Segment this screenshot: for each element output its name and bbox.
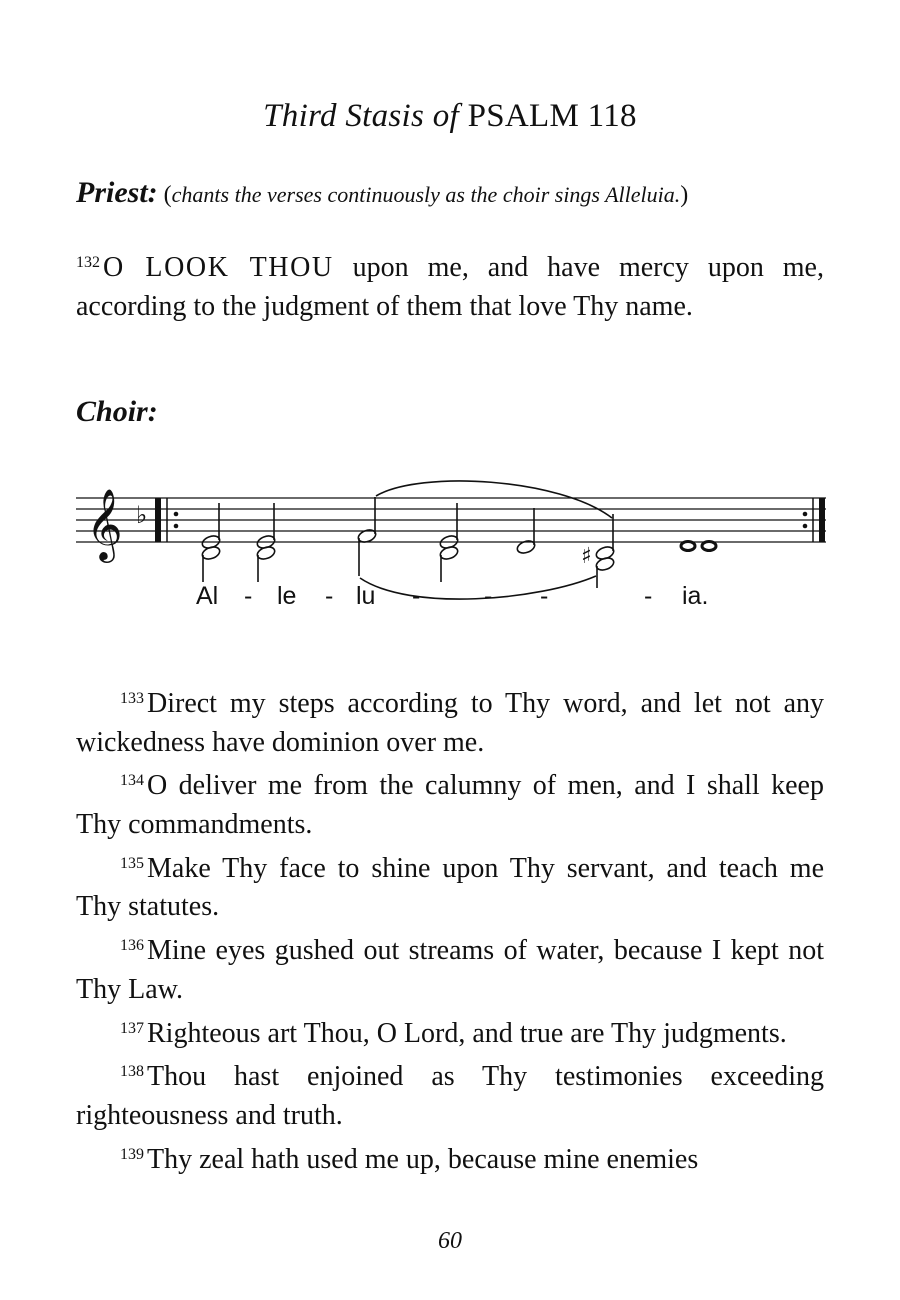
- verse-134: [76, 762, 824, 844]
- svg-text:♯: ♯: [581, 544, 592, 569]
- verse-number: 133: [120, 690, 144, 707]
- lyric-syllable: lu: [356, 582, 376, 610]
- lyrics-line: [0, 582, 900, 618]
- whole-note-chord-icon: [681, 542, 716, 551]
- half-note-chord: [595, 514, 616, 588]
- verse-137: [76, 1010, 824, 1054]
- choir-label: Choir:: [76, 395, 158, 428]
- verse-number: 139: [120, 1145, 144, 1163]
- verse-text: O deliver me from the calumny of men, and I shall keep Thy commandments.: [76, 770, 824, 840]
- lyric-hyphen: -: [644, 582, 653, 610]
- instruction-open-paren: (: [163, 182, 172, 208]
- verse-number: 132: [76, 254, 100, 271]
- svg-text:𝄞: 𝄞: [86, 487, 123, 560]
- title-roman-part: PSALM 118: [467, 98, 637, 134]
- verse-text: Righteous art Thou, O Lord, and true are Thy judgments.: [147, 1017, 787, 1049]
- verse-number: 136: [120, 937, 144, 955]
- verse-number: 135: [120, 854, 144, 872]
- title-italic-part: Third Stasis of: [263, 98, 459, 134]
- lyric-syllable: Al: [196, 582, 219, 610]
- priest-rubric: [76, 174, 826, 214]
- page-number: 60: [438, 1228, 462, 1254]
- verse-135: [76, 845, 824, 927]
- lyric-hyphen: -: [325, 582, 334, 610]
- verse-list: [76, 680, 824, 1179]
- verse-139: [76, 1136, 824, 1180]
- verse-number: 134: [120, 772, 144, 790]
- lyric-syllable: ia.: [682, 582, 709, 610]
- page-title: [0, 94, 900, 138]
- verse-text: Mine eyes gushed out streams of water, because I kept not Thy Law.: [76, 934, 824, 1005]
- verse-number: 137: [120, 1019, 144, 1037]
- choir-label-block: [76, 392, 158, 432]
- sharp-accidental-icon: [581, 544, 592, 569]
- verse-text: Thy zeal hath used me up, because mine enemies: [147, 1143, 699, 1175]
- verse-138: [76, 1053, 824, 1135]
- verse-text: Direct my steps according to Thy word, and let not any wickedness have dominion over me.: [76, 687, 824, 758]
- verse-133: [76, 680, 824, 762]
- lyric-hyphen: -: [540, 582, 549, 610]
- slur-upper: [376, 481, 612, 518]
- lyric-syllable: le: [277, 582, 297, 610]
- verse-132: [76, 243, 824, 326]
- svg-text:♭: ♭: [136, 501, 148, 529]
- verse-132-text: upon me, and have mercy upon me, according to the judgment of them that love Thy name.: [76, 251, 824, 322]
- priest-instruction: chants the verses continuously as the choir sings Alleluia.: [171, 182, 681, 207]
- verse-text: Thou hast enjoined as Thy testimonies exceeding righteousness and truth.: [76, 1060, 824, 1131]
- verse-number: 138: [120, 1063, 144, 1081]
- lyric-hyphen: -: [484, 582, 493, 610]
- lyric-hyphen: -: [412, 582, 421, 610]
- treble-clef-icon: [86, 487, 123, 563]
- flat-key-signature-icon: [136, 501, 147, 529]
- verse-text: Make Thy face to shine upon Thy servant, and teach me Thy statutes.: [76, 852, 824, 923]
- verse-132-caps: O LOOK THOU: [103, 251, 334, 283]
- instruction-close-paren: ): [680, 182, 689, 208]
- priest-label: Priest:: [76, 176, 158, 209]
- lyric-hyphen: -: [244, 582, 253, 610]
- verse-136: [76, 927, 824, 1009]
